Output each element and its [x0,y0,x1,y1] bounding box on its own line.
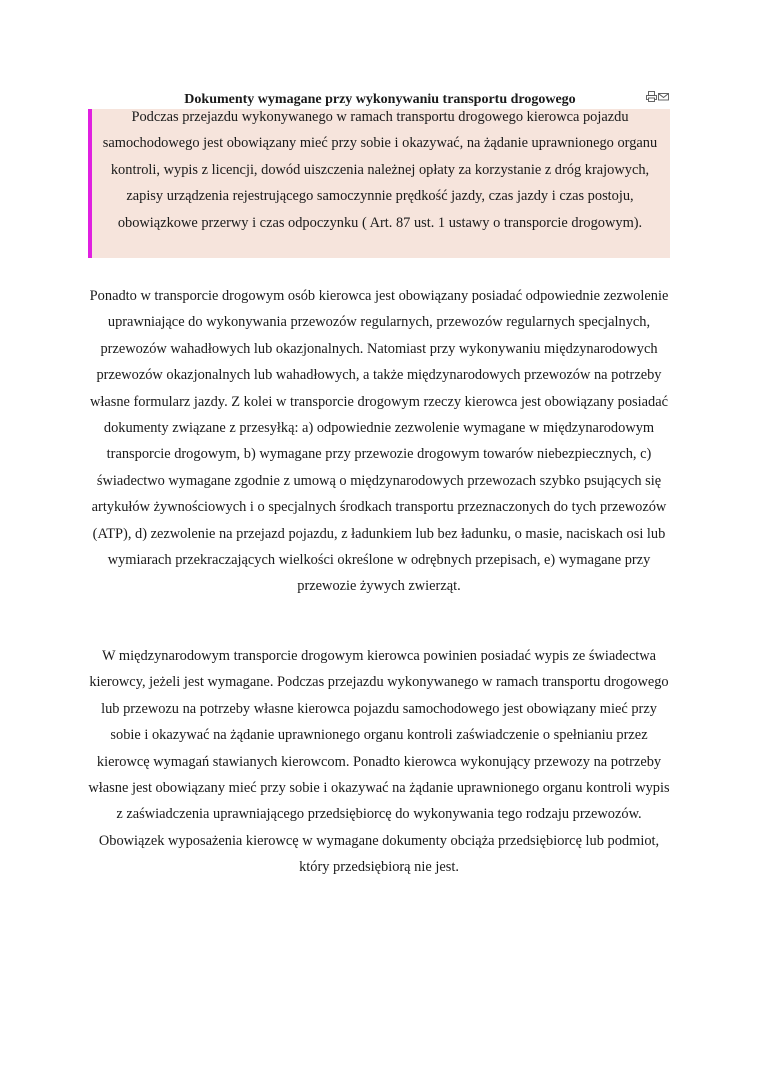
email-icon[interactable] [658,89,669,100]
body-paragraph-2: W międzynarodowym transporcie drogowym kierowca powinien posiadać wypis ze świadectwa kierowcy, jeżeli jest wymagane. Podczas przejazdu wykonywanego w ramach transportu drogowego lub przewozu na potrzeby własne kierowca pojazdu samochodowego jest obowiązany mieć przy sobie i okazywać na żądanie uprawnionego organu kontroli zaświadczenie o spełnianiu przez kierowcę wymagań stawianych kierowcom. Ponadto kierowca wykonujący przewozy na potrzeby własne jest obowiązany mieć przy sobie i okazywać na żądanie uprawnionego organu kontroli wypis z zaświadczenia uprawniającego przedsiębiorcę do wykonywania tego rodzaju przewozów. Obowiązek wyposażenia kierowcę w wymagane dokumenty obciąża przedsiębiorcę lub podmiot, który przedsiębiorą nie jest. [88,648,670,876]
document-toolbar [646,89,669,100]
body-paragraph-1: Ponadto w transporcie drogowym osób kierowca jest obowiązany posiadać odpowiednie zezwolenie uprawniające do wykonywania przewozów regularnych, przewozów regularnych specjalnych, przewozów wahadłowych lub okazjonalnych. Natomiast przy wykonywaniu międzynarodowych przewozów okazjonalnych lub wahadłowych, a także międzynarodowych przewozów na potrzeby własne formularz jazdy. Z kolei w transporcie drogowym rzeczy kierowca jest obowiązany posiadać dokumenty związane z przesyłką: a) odpowiednie zezwolenie wymagane w międzynarodowym transporcie drogowym, b) wymagane przy przewozie drogowym towarów niebezpiecznych, c) świadectwo wymagane zgodnie z umową o międzynarodowych przewozach szybko psujących się artykułów żywnościowych i o specjalnych środkach transportu przeznaczonych do tych przewozów (ATP), d) zezwolenie na przejazd pojazdu, z ładunkiem lub bez ładunku, o masie, naciskach osi lub wymiarach przekraczających wielkości określone w odrębnych przepisach, e) wymagane przy przewozie żywych zwierząt. [89,288,669,595]
highlighted-note-text: Podczas przejazdu wykonywanego w ramach transportu drogowego kierowca pojazdu samochodowego jest obowiązany mieć przy sobie i okazywać, na żądanie uprawnionego organu kontroli, wypis z licencji, dowód uiszczenia należnej opłaty za korzystanie z dróg krajowych, zapisy urządzenia rejestrującego samoczynnie prędkość jazdy, czas jazdy i czas postoju, obowiązkowe przerwy i czas odpoczynku ( Art. 87 ust. 1 ustawy o transporcie drogowym). [102,109,658,231]
document-title: Dokumenty wymagane przy wykonywaniu transportu drogowego [184,92,576,107]
print-icon[interactable] [646,89,657,100]
highlighted-note [88,109,670,258]
